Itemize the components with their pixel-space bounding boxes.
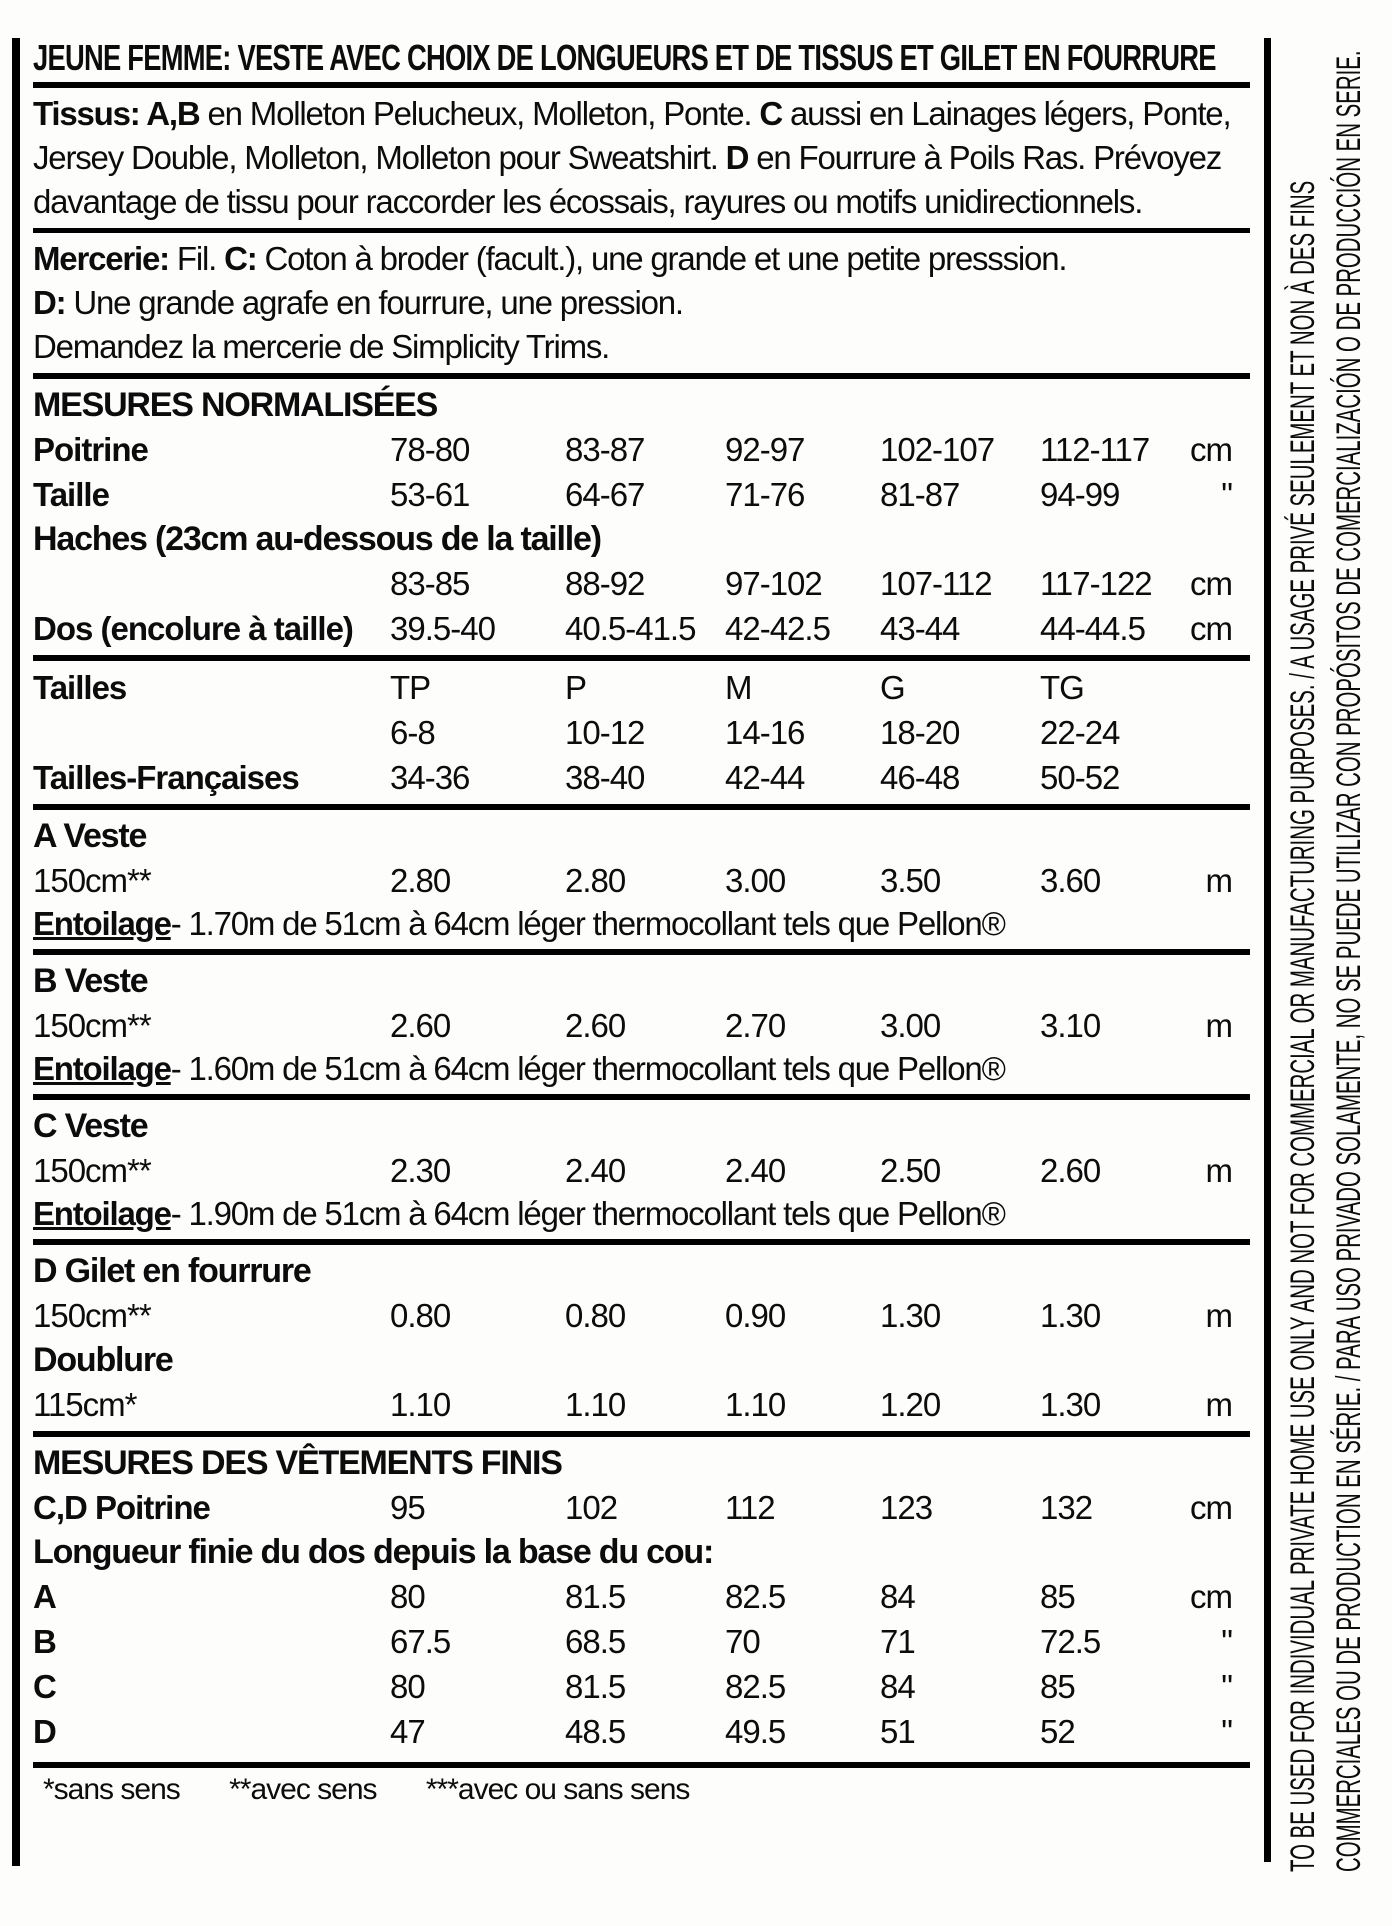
cell-value: 2.60 [565, 1007, 626, 1044]
legal-disclaimer-line-1: TO BE USED FOR INDIVIDUAL PRIVATE HOME USE ONLY AND NOT FOR COMMERCIAL OR MANUFACTURING PURPOSES. / A USAGE PRIVÉ SEULEMENT ET NON À DES FINS [1284, 180, 1322, 1873]
table-row-view-a-yardage [33, 858, 1250, 903]
cell-value: 94-99 [1040, 476, 1120, 513]
cell-value: 80 [390, 1578, 425, 1615]
fabrics-text-3: en Fourrure à Poils Ras. Prévoyez davantage de tissu pour raccorder les écossais, rayures ou motifs unidirectionnels. [33, 139, 1222, 220]
notions-text-2: Coton à broder (facult.), une grande et une petite presssion. [256, 240, 1067, 277]
view-b-heading: B Veste [33, 962, 148, 1000]
lining-subheading: Doublure [33, 1341, 173, 1379]
section-rule [33, 1431, 1250, 1437]
section-rule [33, 949, 1250, 955]
cell-value: 85 [1040, 1578, 1075, 1615]
cell-value: 3.00 [725, 862, 786, 899]
cell-value: 6-8 [390, 714, 435, 751]
cell-value: 40.5-41.5 [565, 610, 696, 647]
unit-label: cm [1190, 1489, 1232, 1526]
interfacing-label: Entoilage [33, 1195, 171, 1232]
cell-value: 52 [1040, 1713, 1075, 1750]
fabrics-label: Tissus: [33, 95, 140, 132]
cell-value: 2.60 [1040, 1152, 1101, 1189]
cell-value: 81-87 [880, 476, 960, 513]
right-divider-bar [1264, 38, 1271, 1862]
fabrics-text-1: en Molleton Pelucheux, Molleton, Ponte. [199, 95, 760, 132]
row-label: C [33, 1668, 56, 1705]
cell-value: 0.80 [390, 1297, 451, 1334]
row-label: B [33, 1623, 56, 1660]
notions-line-3: Demandez la mercerie de Simplicity Trims. [33, 328, 610, 365]
row-label: D [33, 1713, 56, 1750]
unit-label: m [1205, 1007, 1232, 1044]
cell-value: 71-76 [725, 476, 805, 513]
table-row-poitrine [33, 427, 1250, 472]
cell-value: 44-44.5 [1040, 610, 1145, 647]
standard-measurements-heading: MESURES NORMALISÉES [33, 386, 438, 424]
interfacing-text: - 1.60m de 51cm à 64cm léger thermocollant tels que Pellon® [170, 1050, 1005, 1087]
unit-label: cm [1190, 1578, 1232, 1615]
row-label: A [33, 1578, 56, 1615]
cell-value: 2.80 [390, 862, 451, 899]
cell-value: 38-40 [565, 759, 645, 796]
cell-value: 48.5 [565, 1713, 626, 1750]
cell-value: 83-85 [390, 565, 470, 602]
cell-value: 81.5 [565, 1578, 626, 1615]
cell-value: 97-102 [725, 565, 822, 602]
footnote-rule [33, 1762, 1250, 1768]
notions-view-c: C: [224, 240, 257, 277]
notions-label: Mercerie: [33, 240, 169, 277]
table-row-length-c [33, 1664, 1250, 1709]
view-a-interfacing-note [33, 903, 1250, 945]
cell-value: 51 [880, 1713, 915, 1750]
cell-value: G [880, 669, 905, 706]
unit-label: " [1221, 476, 1232, 513]
cell-value: 92-97 [725, 431, 805, 468]
table-row-french-sizes [33, 755, 1250, 800]
footnote-with-or-without-nap: ***avec ou sans sens [425, 1773, 690, 1806]
cell-value: 102-107 [880, 431, 995, 468]
view-b-interfacing-note [33, 1048, 1250, 1090]
cell-value: 46-48 [880, 759, 960, 796]
table-row-dos [33, 606, 1250, 651]
cell-value: 2.40 [565, 1152, 626, 1189]
fabrics-paragraph [33, 92, 1250, 224]
unit-label: m [1205, 1152, 1232, 1189]
table-row-view-c-yardage [33, 1148, 1250, 1193]
notions-line-2 [33, 281, 1250, 325]
cell-value: 18-20 [880, 714, 960, 751]
cell-value: 1.30 [880, 1297, 941, 1334]
notions-line-1 [33, 237, 1250, 281]
unit-label: cm [1190, 431, 1232, 468]
legal-disclaimer-line-2: COMMERCIALES OU DE PRODUCTION EN SÉRIE. / PARA USO PRIVADO SOLAMENTE, NO SE PUEDE UTILIZAR CON PROPÓSITOS DE COMERCIALIZACIÓN O DE PRODUCCIÓN EN SERIE. [1330, 50, 1368, 1873]
cell-value: 82.5 [725, 1578, 786, 1615]
fabric-width-label: 150cm** [33, 1152, 151, 1189]
notions-text-1: Fil. [168, 240, 225, 277]
cell-value: 10-12 [565, 714, 645, 751]
cell-value: 1.10 [725, 1386, 786, 1423]
unit-label: cm [1190, 610, 1232, 647]
unit-label: " [1221, 1668, 1232, 1705]
cell-value: 1.10 [390, 1386, 451, 1423]
cell-value: 70 [725, 1623, 760, 1660]
view-d-heading: D Gilet en fourrure [33, 1252, 311, 1290]
section-rule [33, 655, 1250, 661]
cell-value: 102 [565, 1489, 618, 1526]
cell-value: 0.80 [565, 1297, 626, 1334]
footnote-with-nap: **avec sens [229, 1773, 377, 1806]
cell-value: 2.60 [390, 1007, 451, 1044]
footnotes [33, 1772, 1250, 1808]
cell-value: 84 [880, 1578, 915, 1615]
title-underline [33, 82, 1250, 88]
cell-value: 43-44 [880, 610, 960, 647]
row-label: Taille [33, 476, 109, 513]
cell-value: 68.5 [565, 1623, 626, 1660]
cell-value: 14-16 [725, 714, 805, 751]
cell-value: 88-92 [565, 565, 645, 602]
cell-value: 49.5 [725, 1713, 786, 1750]
cell-value: 64-67 [565, 476, 645, 513]
cell-value: 2.50 [880, 1152, 941, 1189]
fabrics-text-2: aussi en Lainages légers, Ponte, Jersey Double, Molleton, Molleton pour Sweatshirt. [33, 95, 1231, 176]
finished-measurements-heading: MESURES DES VÊTEMENTS FINIS [33, 1444, 562, 1482]
cell-value: TP [390, 669, 431, 706]
table-row-length-a [33, 1574, 1250, 1619]
unit-label: m [1205, 1297, 1232, 1334]
unit-label: m [1205, 1386, 1232, 1423]
cell-value: 85 [1040, 1668, 1075, 1705]
cell-value: 39.5-40 [390, 610, 495, 647]
footnote-without-nap: *sans sens [43, 1773, 180, 1806]
fabrics-view-d: D [725, 139, 749, 176]
table-row-finished-bust [33, 1485, 1250, 1530]
cell-value: 78-80 [390, 431, 470, 468]
cell-value: 82.5 [725, 1668, 786, 1705]
cell-value: 1.30 [1040, 1297, 1101, 1334]
cell-value: M [725, 669, 752, 706]
cell-value: 47 [390, 1713, 425, 1750]
table-row-taille [33, 472, 1250, 517]
cell-value: 3.10 [1040, 1007, 1101, 1044]
cell-value: 0.90 [725, 1297, 786, 1334]
left-border-bar [12, 38, 20, 1866]
fabrics-view-c: C [759, 95, 783, 132]
fabrics-views-ab: A,B [139, 95, 200, 132]
cell-value: 3.00 [880, 1007, 941, 1044]
notions-text-3: Une grande agrafe en fourrure, une pression. [65, 284, 683, 321]
table-row-sizes [33, 665, 1250, 710]
cell-value: 2.70 [725, 1007, 786, 1044]
table-row-length-b [33, 1619, 1250, 1664]
cell-value: 2.30 [390, 1152, 451, 1189]
table-row-lining-yardage [33, 1382, 1250, 1427]
cell-value: 34-36 [390, 759, 470, 796]
unit-label: m [1205, 862, 1232, 899]
table-row-length-d [33, 1709, 1250, 1754]
cell-value: 2.80 [565, 862, 626, 899]
cell-value: 107-112 [880, 565, 992, 602]
cell-value: 123 [880, 1489, 933, 1526]
section-rule [33, 804, 1250, 810]
cell-value: 1.20 [880, 1386, 941, 1423]
cell-value: 53-61 [390, 476, 470, 513]
row-label: Tailles [33, 669, 127, 706]
section-rule [33, 228, 1250, 233]
fabric-width-label: 150cm** [33, 1297, 151, 1334]
section-rule [33, 1094, 1250, 1100]
cell-value: 117-122 [1040, 565, 1152, 602]
view-c-interfacing-note [33, 1193, 1250, 1235]
pattern-info-sheet [33, 38, 1250, 1808]
cell-value: 3.50 [880, 862, 941, 899]
row-label: C,D Poitrine [33, 1489, 210, 1526]
hips-subheading: Haches (23cm au-dessous de la taille) [33, 520, 601, 558]
interfacing-label: Entoilage [33, 1050, 171, 1087]
cell-value: 72.5 [1040, 1623, 1101, 1660]
cell-value: 80 [390, 1668, 425, 1705]
unit-label: cm [1190, 565, 1232, 602]
cell-value: 50-52 [1040, 759, 1120, 796]
row-label: Poitrine [33, 431, 148, 468]
cell-value: 42-42.5 [725, 610, 830, 647]
fabric-width-label: 115cm* [33, 1386, 137, 1423]
cell-value: 71 [880, 1623, 915, 1660]
cell-value: 2.40 [725, 1152, 786, 1189]
section-rule [33, 1239, 1250, 1245]
section-rule [33, 373, 1250, 379]
cell-value: 84 [880, 1668, 915, 1705]
fabric-width-label: 150cm** [33, 1007, 151, 1044]
back-length-subheading: Longueur finie du dos depuis la base du cou: [33, 1533, 714, 1571]
row-label: Dos (encolure à taille) [33, 610, 353, 647]
cell-value: 1.10 [565, 1386, 626, 1423]
cell-value: 3.60 [1040, 862, 1101, 899]
row-label: Tailles-Françaises [33, 759, 299, 796]
interfacing-text: - 1.90m de 51cm à 64cm léger thermocollant tels que Pellon® [170, 1195, 1005, 1232]
interfacing-text: - 1.70m de 51cm à 64cm léger thermocollant tels que Pellon® [170, 905, 1005, 942]
table-row-view-b-yardage [33, 1003, 1250, 1048]
interfacing-label: Entoilage [33, 905, 171, 942]
unit-label: " [1221, 1713, 1232, 1750]
cell-value: 1.30 [1040, 1386, 1101, 1423]
cell-value: 81.5 [565, 1668, 626, 1705]
cell-value: 132 [1040, 1489, 1093, 1526]
cell-value: 83-87 [565, 431, 645, 468]
cell-value: 112 [725, 1489, 775, 1526]
view-c-heading: C Veste [33, 1107, 148, 1145]
unit-label: " [1221, 1623, 1232, 1660]
table-row-hips-values [33, 561, 1250, 606]
page-title: JEUNE FEMME: VESTE AVEC CHOIX DE LONGUEURS ET DE TISSUS ET GILET EN FOURRURE [33, 37, 1216, 78]
cell-value: 67.5 [390, 1623, 451, 1660]
table-row-view-d-yardage [33, 1293, 1250, 1338]
cell-value: 112-117 [1040, 431, 1150, 468]
table-row-us-sizes [33, 710, 1250, 755]
cell-value: 42-44 [725, 759, 805, 796]
notions-view-d: D: [33, 284, 66, 321]
cell-value: TG [1040, 669, 1084, 706]
cell-value: P [565, 669, 587, 706]
cell-value: 22-24 [1040, 714, 1120, 751]
fabric-width-label: 150cm** [33, 862, 151, 899]
cell-value: 95 [390, 1489, 425, 1526]
view-a-heading: A Veste [33, 817, 147, 855]
